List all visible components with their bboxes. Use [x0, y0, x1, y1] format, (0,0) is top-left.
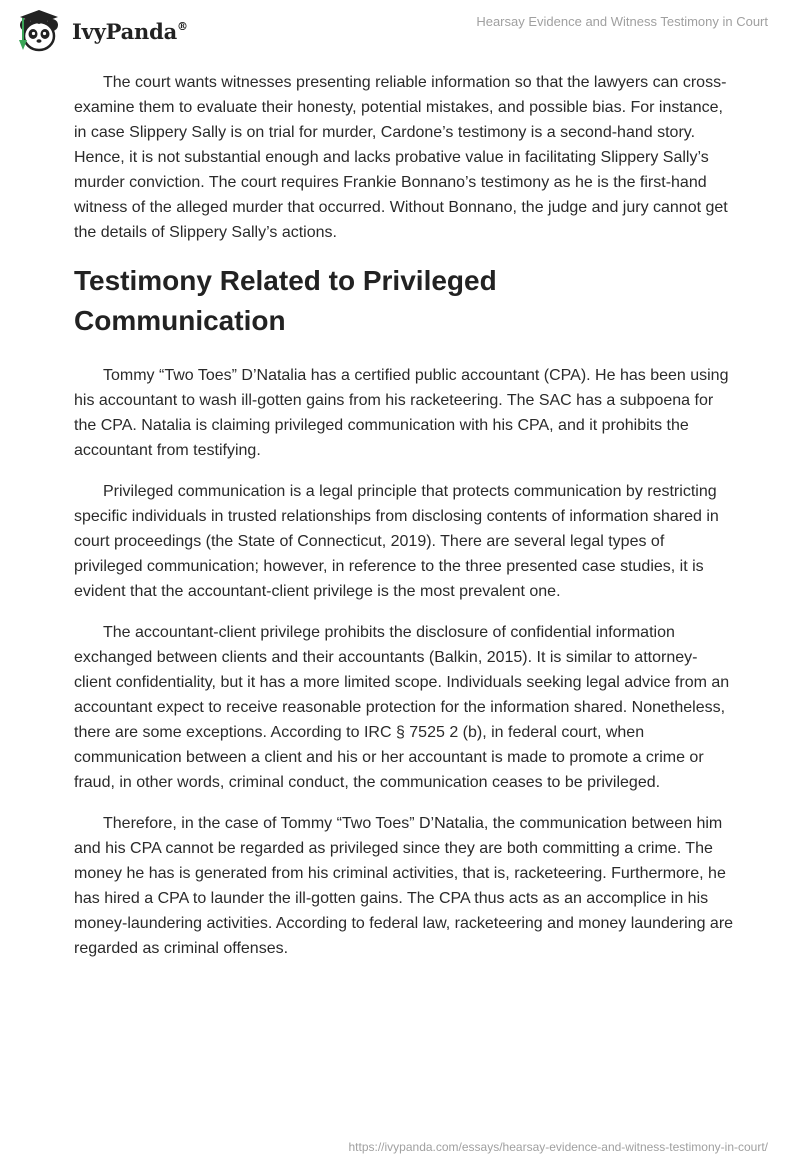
brand-logo[interactable] [14, 8, 188, 54]
brand-text: IvyPanda [72, 18, 178, 44]
document-title: Hearsay Evidence and Witness Testimony in Court [476, 14, 768, 29]
panda-graduate-icon [14, 8, 64, 54]
page-header [0, 0, 800, 60]
essay-content [74, 70, 734, 977]
registered-mark: ® [177, 19, 188, 33]
paragraph: The accountant-client privilege prohibits the disclosure of confidential information exchanged between clients and their accountants (Balkin, 2015). It is similar to attorney-client confidentiality, but it has a more limited scope. Individuals seeking legal advice from an accountant expect to receive reasonable protection for the information shared. Nonetheless, there are some exceptions. According to IRC § 7525 2 (b), in federal court, when communication between a client and his or her accountant is made to promote a crime or fraud, in other words, criminal conduct, the communication ceases to be privileged. [74, 624, 730, 791]
paragraph: Tommy “Two Toes” D’Natalia has a certified public accountant (CPA). He has been using his accountant to wash ill-gotten gains from his racketeering. The SAC has a subpoena for the CPA. Natalia is claiming privileged communication with his CPA, and it prohibits the accountant from testifying. [74, 367, 729, 459]
paragraph: Therefore, in the case of Tommy “Two Toes” D’Natalia, the communication between him and his CPA cannot be regarded as privileged since they are both committing a crime. The money he has is generated from his criminal activities, that is, racketeering. Furthermore, he has hired a CPA to launder the ill-gotten gains. The CPA thus acts as an accomplice in his money-laundering activities. According to federal law, racketeering and money laundering are regarded as criminal offenses. [74, 815, 734, 957]
section-heading: Testimony Related to Privileged Communication [74, 265, 497, 336]
source-url[interactable]: https://ivypanda.com/essays/hearsay-evidence-and-witness-testimony-in-court/ [348, 1140, 768, 1154]
brand-name [72, 19, 188, 44]
paragraph: The court wants witnesses presenting reliable information so that the lawyers can cross-examine them to evaluate their honesty, potential mistakes, and possible bias. For instance, in case Slippery Sally is on trial for murder, Cardone’s testimony is a second-hand story. Hence, it is not substantial enough and lacks probative value in facilitating Slippery Sally’s murder conviction. The court requires Frankie Bonnano’s testimony as he is the first-hand witness of the alleged murder that occurred. Without Bonnano, the judge and jury cannot get the details of Slippery Sally’s actions. [74, 74, 728, 241]
paragraph: Privileged communication is a legal principle that protects communication by restricting specific individuals in trusted relationships from disclosing contents of information shared in court proceedings (the State of Connecticut, 2019). There are several legal types of privileged communication; however, in reference to the three presented case studies, it is evident that the accountant-client privilege is the most prevalent one. [74, 483, 719, 600]
